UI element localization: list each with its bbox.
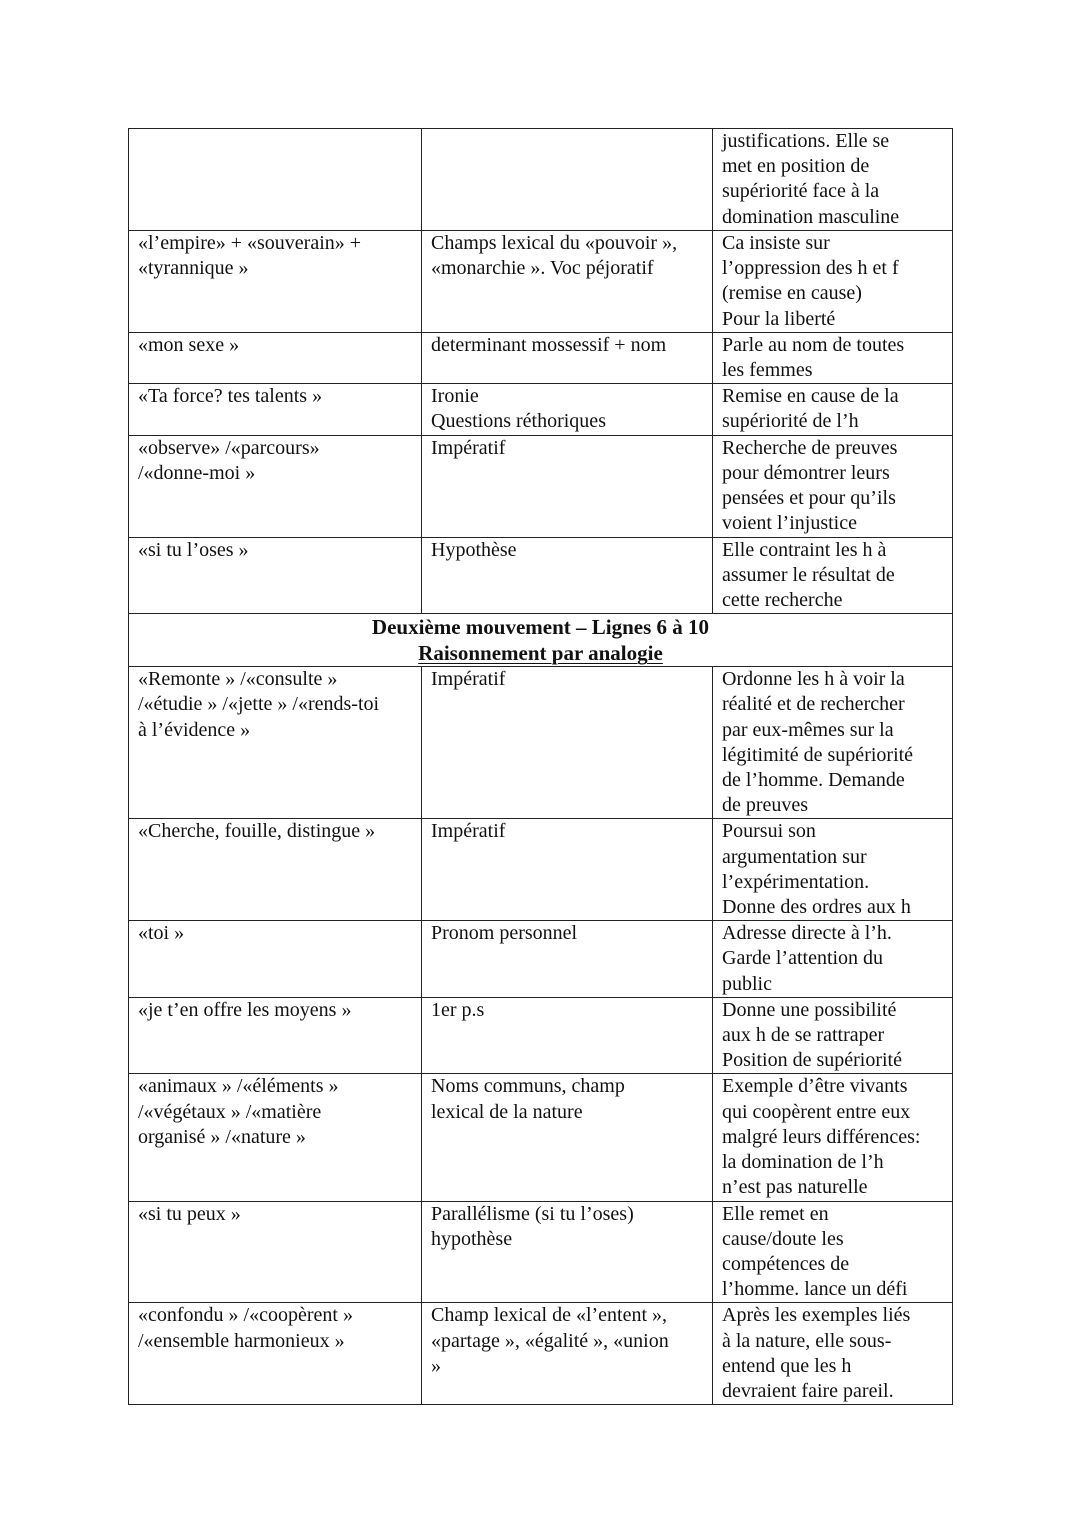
cell-line: supériorité face à la <box>722 180 880 203</box>
effect-cell <box>713 1201 953 1303</box>
cell-line: met en position de <box>722 155 870 178</box>
cell-line: à la nature, elle sous- <box>722 1329 892 1352</box>
table-row <box>129 231 953 333</box>
cell-line: de l’homme. Demande <box>722 769 905 792</box>
cell-line: domination masculine <box>722 205 900 228</box>
cell-line: «partage », «égalité », «union <box>431 1329 669 1352</box>
cell-line: «Cherche, fouille, distingue » <box>138 820 376 843</box>
cell-line: Champs lexical du «pouvoir », <box>431 232 678 254</box>
cell-line: «Ta force? tes talents » <box>138 385 323 408</box>
cell-line: Impératif <box>431 820 506 843</box>
cell-line: cette recherche <box>722 589 843 612</box>
effect-cell <box>713 384 953 435</box>
effect-cell <box>713 231 953 333</box>
section-header-row <box>129 614 953 667</box>
table-row <box>129 332 953 383</box>
cell-line: Questions réthoriques <box>431 410 606 433</box>
device-cell <box>422 384 713 435</box>
cell-line: lexical de la nature <box>431 1100 583 1123</box>
quote-cell <box>129 819 422 921</box>
quote-cell <box>129 537 422 614</box>
cell-line: (remise en cause) <box>722 282 862 305</box>
cell-line: cause/doute les <box>722 1227 844 1250</box>
cell-line: Ordonne les h à voir la <box>722 668 905 691</box>
quote-cell <box>129 384 422 435</box>
table-body-top <box>129 129 953 614</box>
table-row <box>129 537 953 614</box>
device-cell <box>422 231 713 333</box>
table-row <box>129 435 953 537</box>
cell-line: Elle remet en <box>722 1202 829 1225</box>
cell-line: » <box>431 1354 441 1377</box>
quote-cell <box>129 435 422 537</box>
cell-line: Noms communs, champ <box>431 1075 625 1098</box>
effect-cell <box>713 1303 953 1405</box>
effect-cell <box>713 537 953 614</box>
effect-cell <box>713 1074 953 1201</box>
quote-cell <box>129 1201 422 1303</box>
cell-line: Position de supériorité <box>722 1049 902 1072</box>
section-header-cell <box>129 614 953 667</box>
cell-line: determinant mossessif + nom <box>431 333 667 356</box>
cell-line: Donne une possibilité <box>722 998 897 1021</box>
cell-line: «monarchie ». Voc péjoratif <box>431 257 654 280</box>
cell-line: à l’évidence » <box>138 718 251 741</box>
table-row <box>129 667 953 819</box>
section-header-group <box>129 614 953 667</box>
quote-cell <box>129 231 422 333</box>
table-row <box>129 921 953 998</box>
device-cell <box>422 129 713 231</box>
quote-cell <box>129 997 422 1074</box>
table-body-bottom <box>129 667 953 1405</box>
device-cell <box>422 537 713 614</box>
cell-line: n’est pas naturelle <box>722 1176 868 1199</box>
quote-cell <box>129 1303 422 1405</box>
effect-cell <box>713 129 953 231</box>
cell-line: la domination de l’h <box>722 1151 884 1174</box>
cell-line: Après les exemples liés <box>722 1304 911 1327</box>
cell-line: public <box>722 972 772 995</box>
cell-line: supériorité de l’h <box>722 410 859 433</box>
cell-line: Elle contraint les h à <box>722 538 887 561</box>
effect-cell <box>713 435 953 537</box>
cell-line: Parle au nom de toutes <box>722 333 905 356</box>
cell-line: voient l’injustice <box>722 512 857 535</box>
cell-line: Adresse directe à l’h. <box>722 922 892 945</box>
device-cell <box>422 819 713 921</box>
cell-line: de preuves <box>722 794 809 817</box>
quote-cell <box>129 921 422 998</box>
cell-line: Exemple d’être vivants <box>722 1075 908 1098</box>
cell-line: /«ensemble harmonieux » <box>138 1329 345 1352</box>
cell-line: Pronom personnel <box>431 922 578 945</box>
cell-line: «je t’en offre les moyens » <box>138 998 352 1021</box>
quote-cell <box>129 332 422 383</box>
effect-cell <box>713 819 953 921</box>
table-row <box>129 1201 953 1303</box>
device-cell <box>422 1074 713 1201</box>
cell-line: «si tu peux » <box>138 1202 241 1225</box>
table-row <box>129 129 953 231</box>
cell-line: Champ lexical de «l’entent », <box>431 1304 668 1327</box>
cell-line: Impératif <box>431 668 506 691</box>
device-cell <box>422 921 713 998</box>
cell-line: 1er p.s <box>431 998 485 1021</box>
section-subtitle: Raisonnement par analogie <box>418 641 663 666</box>
quote-cell <box>129 667 422 819</box>
cell-line: /«donne-moi » <box>138 461 256 484</box>
effect-cell <box>713 332 953 383</box>
device-cell <box>422 667 713 819</box>
cell-line: argumentation sur <box>722 845 867 868</box>
cell-line: les femmes <box>722 359 813 382</box>
cell-line: «Remonte » /«consulte » <box>138 668 338 691</box>
cell-line: Donne des ordres aux h <box>722 896 911 919</box>
cell-line: Ironie <box>431 385 479 408</box>
cell-line: Pour la liberté <box>722 307 836 330</box>
device-cell <box>422 435 713 537</box>
cell-line: Poursui son <box>722 820 816 843</box>
cell-line: aux h de se rattraper <box>722 1024 885 1047</box>
effect-cell <box>713 921 953 998</box>
effect-cell <box>713 667 953 819</box>
cell-line: Garde l’attention du <box>722 947 884 970</box>
device-cell <box>422 1201 713 1303</box>
cell-line: /«étudie » /«jette » /«rends-toi <box>138 693 380 716</box>
cell-line: «animaux » /«éléments » <box>138 1075 339 1098</box>
cell-line: Parallélisme (si tu l’oses) <box>431 1202 634 1225</box>
cell-line: devraient faire pareil. <box>722 1379 894 1402</box>
cell-line: «mon sexe » <box>138 333 240 356</box>
section-title: Deuxième mouvement – Lignes 6 à 10 <box>371 615 710 640</box>
cell-line: «si tu l’oses » <box>138 538 249 561</box>
quote-cell <box>129 129 422 231</box>
table-row <box>129 997 953 1074</box>
cell-line: «toi » <box>138 922 185 945</box>
table-row <box>129 384 953 435</box>
cell-line: entend que les h <box>722 1354 852 1377</box>
cell-line: «tyrannique » <box>138 257 249 280</box>
cell-line: Ca insiste sur <box>722 232 830 254</box>
cell-line: «observe» /«parcours» <box>138 436 320 459</box>
cell-line: l’homme. lance un défi <box>722 1278 908 1301</box>
analysis-table <box>128 128 953 1405</box>
cell-line: «confondu » /«coopèrent » <box>138 1304 353 1327</box>
cell-line: Remise en cause de la <box>722 385 899 408</box>
table-row <box>129 1074 953 1201</box>
cell-line: Impératif <box>431 436 506 459</box>
device-cell <box>422 997 713 1074</box>
cell-line: organisé » /«nature » <box>138 1125 306 1148</box>
cell-line: Recherche de preuves <box>722 436 898 459</box>
cell-line: pour démontrer leurs <box>722 461 890 484</box>
cell-line: l’expérimentation. <box>722 870 870 893</box>
quote-cell <box>129 1074 422 1201</box>
cell-line: assumer le résultat de <box>722 563 895 586</box>
device-cell <box>422 332 713 383</box>
cell-line: Hypothèse <box>431 538 517 561</box>
cell-line: pensées et pour qu’ils <box>722 487 896 510</box>
table-row <box>129 1303 953 1405</box>
cell-line: compétences de <box>722 1252 850 1275</box>
cell-line: hypothèse <box>431 1227 513 1250</box>
cell-line: réalité et de rechercher <box>722 693 905 716</box>
cell-line: qui coopèrent entre eux <box>722 1100 911 1123</box>
cell-line: justifications. Elle se <box>722 130 890 152</box>
cell-line: «l’empire» + «souverain» + <box>138 232 362 254</box>
effect-cell <box>713 997 953 1074</box>
device-cell <box>422 1303 713 1405</box>
cell-line: /«végétaux » /«matière <box>138 1100 322 1123</box>
cell-line: l’oppression des h et f <box>722 257 899 280</box>
cell-line: par eux-mêmes sur la <box>722 718 894 741</box>
table-row <box>129 819 953 921</box>
cell-line: malgré leurs différences: <box>722 1125 921 1148</box>
cell-line: légitimité de supériorité <box>722 743 914 766</box>
